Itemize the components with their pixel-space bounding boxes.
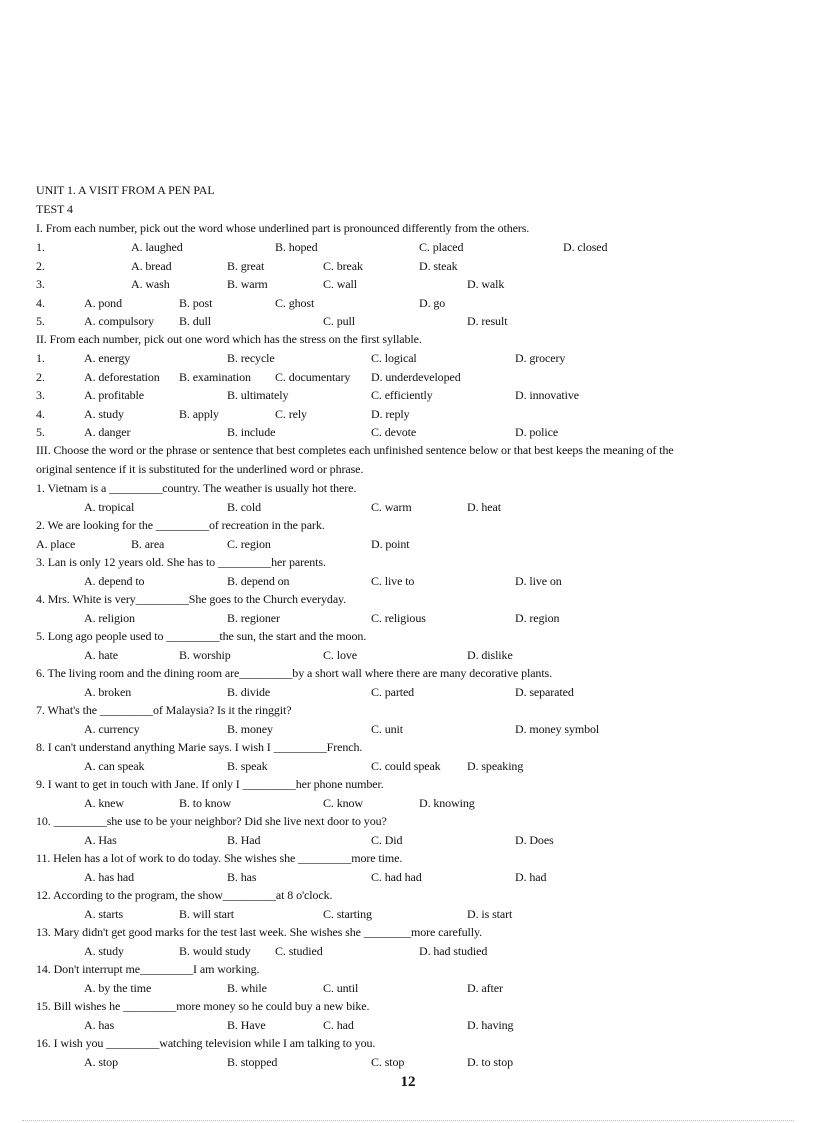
s3-question-stem: 13. Mary didn't get good marks for the test last week. She wishes she ________more carefully. [36,925,482,939]
s3-option: B. has [227,869,257,884]
s3-option: C. studied [275,943,323,958]
s3-option: D. heat [467,499,501,514]
s3-option: D. having [467,1017,514,1032]
s1-option: B. warm [227,277,268,291]
s3-option: A. depend to [84,573,145,588]
s2-option: B. apply [179,406,219,421]
s1-question-number: 4. [36,295,45,310]
s3-option: C. starting [323,906,372,921]
s3-option: C. live to [371,573,415,588]
s2-option: A. profitable [84,388,145,402]
s3-option: C. had [323,1017,354,1032]
s1-option: B. great [227,258,265,273]
s1-option: D. result [467,314,508,328]
s3-option: D. knowing [419,795,475,810]
s2-option: C. devote [371,425,417,439]
s2-question-number: 2. [36,369,45,384]
s1-option: D. closed [563,240,608,254]
s3-option: D. live on [515,573,562,588]
s3-option: C. Did [371,832,403,847]
s3-option: A. starts [84,906,124,921]
s3-option: A. has [84,1017,115,1032]
s3-option: B. divide [227,684,271,699]
s3-option: D. had [515,869,547,884]
s3-option: B. stopped [227,1054,278,1069]
s3-option: D. is start [467,906,513,921]
s2-option: B. ultimately [227,388,289,402]
s3-option: C. religious [371,610,426,625]
s2-option: B. examination [179,369,251,384]
s3-option: A. has had [84,869,134,884]
s3-option: C. warm [371,499,412,514]
s3-option: D. to stop [467,1054,514,1069]
s1-question-number: 3. [36,277,45,291]
page-divider [22,1120,794,1121]
s1-option: A. wash [131,277,170,291]
s3-option: C. region [227,536,271,551]
s3-option: B. Had [227,832,261,847]
s2-option: B. recycle [227,351,275,365]
s3-option: B. speak [227,758,268,773]
s1-option: C. break [323,258,363,273]
s3-option: A. religion [84,610,135,625]
section1-instruction: I. From each number, pick out the word whose underlined part is pronounced differently from the others. [36,221,530,235]
s3-option: B. regioner [227,610,280,625]
s2-option: D. underdeveloped [371,369,461,384]
s1-option: C. pull [323,314,355,328]
s2-question-number: 1. [36,351,45,365]
s2-option: D. innovative [515,388,580,402]
s3-option: A. currency [84,721,140,736]
s1-option: A. laughed [131,240,183,254]
s1-option: D. go [419,295,446,310]
unit-title: UNIT 1. A VISIT FROM A PEN PAL [36,183,215,197]
s1-question-number: 1. [36,240,45,254]
s2-option: C. rely [275,406,307,421]
s3-option: D. speaking [467,758,524,773]
s3-option: C. love [323,647,357,662]
s3-option: C. had had [371,869,422,884]
s3-option: D. point [371,536,410,551]
s1-option: B. hoped [275,240,318,254]
s3-option: C. parted [371,684,415,699]
s2-option: C. logical [371,351,417,365]
s3-option: A. stop [84,1054,118,1069]
s3-option: C. unit [371,721,403,736]
section3-instruction-line2: original sentence if it is substituted for the underlined word or phrase. [36,462,364,476]
s2-option: D. grocery [515,351,566,365]
s2-option: D. reply [371,406,410,421]
s3-option: A. by the time [84,980,152,995]
s3-option: B. money [227,721,273,736]
s3-option: A. hate [84,647,118,662]
s3-option: D. had studied [419,943,488,958]
s2-option: A. energy [84,351,131,365]
s1-option: D. steak [419,258,458,273]
s3-option: B. worship [179,647,231,662]
s3-option: C. could speak [371,758,441,773]
s2-question-number: 4. [36,406,45,421]
s1-option: A. compulsory [84,314,155,328]
s1-question-number: 2. [36,258,45,273]
s2-option: A. study [84,406,124,421]
s2-option: D. police [515,425,559,439]
s3-option: A. broken [84,684,132,699]
s3-option: B. cold [227,499,261,514]
s2-question-number: 3. [36,388,45,402]
s3-option: B. would study [179,943,251,958]
s1-option: C. ghost [275,295,315,310]
s3-option: C. know [323,795,363,810]
s3-question-stem: 16. I wish you _________watching television while I am talking to you. [36,1036,376,1050]
s3-question-stem: 12. According to the program, the show_________at 8 o'clock. [36,888,333,902]
s2-option: B. include [227,425,276,439]
s3-option: D. money symbol [515,721,600,736]
s3-option: B. area [131,536,165,551]
s3-question-stem: 9. I want to get in touch with Jane. If only I _________her phone number. [36,777,384,791]
page-number: 12 [400,1074,416,1090]
s3-option: D. dislike [467,647,513,662]
s3-option: A. place [36,536,76,551]
s1-question-number: 5. [36,314,45,328]
section3-instruction-line1: III. Choose the word or the phrase or sentence that best completes each unfinished sentence below or that best keeps the meaning of the [36,443,674,457]
s3-option: A. Has [84,832,117,847]
s2-option: C. efficiently [371,388,433,402]
s2-option: A. deforestation [84,369,160,384]
s3-question-stem: 14. Don't interrupt me_________I am working. [36,962,260,976]
s3-question-stem: 10. _________she use to be your neighbor? Did she live next door to you? [36,814,387,828]
s3-question-stem: 4. Mrs. White is very_________She goes to the Church everyday. [36,592,347,606]
s3-option: D. Does [515,832,554,847]
s3-option: C. stop [371,1054,405,1069]
s3-option: A. study [84,943,124,958]
s3-option: B. to know [179,795,232,810]
s3-question-stem: 2. We are looking for the _________of recreation in the park. [36,518,325,532]
s3-option: A. knew [84,795,124,810]
s3-option: D. after [467,980,503,995]
section2-instruction: II. From each number, pick out one word which has the stress on the first syllable. [36,332,422,346]
s3-option: C. until [323,980,359,995]
test-title: TEST 4 [36,202,73,216]
s3-option: A. can speak [84,758,145,773]
s3-option: B. depend on [227,573,290,588]
s3-question-stem: 6. The living room and the dining room are_________by a short wall where there are many decorative plants. [36,666,553,680]
s3-question-stem: 11. Helen has a lot of work to do today. She wishes she _________more time. [36,851,403,865]
s3-option: B. while [227,980,267,995]
s2-option: A. danger [84,425,131,439]
s2-question-number: 5. [36,425,45,439]
s1-option: C. placed [419,240,464,254]
s3-question-stem: 15. Bill wishes he _________more money so he could buy a new bike. [36,999,370,1013]
s1-option: B. dull [179,314,211,328]
s3-question-stem: 1. Vietnam is a _________country. The weather is usually hot there. [36,481,357,495]
s3-option: B. Have [227,1017,266,1032]
s3-option: B. will start [179,906,235,921]
s3-question-stem: 5. Long ago people used to _________the sun, the start and the moon. [36,629,367,643]
s3-question-stem: 7. What's the _________of Malaysia? Is it the ringgit? [36,703,292,717]
s3-question-stem: 8. I can't understand anything Marie says. I wish I _________French. [36,740,363,754]
s3-option: D. separated [515,684,574,699]
s3-option: D. region [515,610,560,625]
s3-question-stem: 3. Lan is only 12 years old. She has to _________her parents. [36,555,326,569]
s1-option: D. walk [467,277,505,291]
s2-option: C. documentary [275,369,351,384]
s1-option: C. wall [323,277,357,291]
s1-option: B. post [179,295,213,310]
s1-option: A. bread [131,258,172,273]
s1-option: A. pond [84,295,122,310]
s3-option: A. tropical [84,499,135,514]
